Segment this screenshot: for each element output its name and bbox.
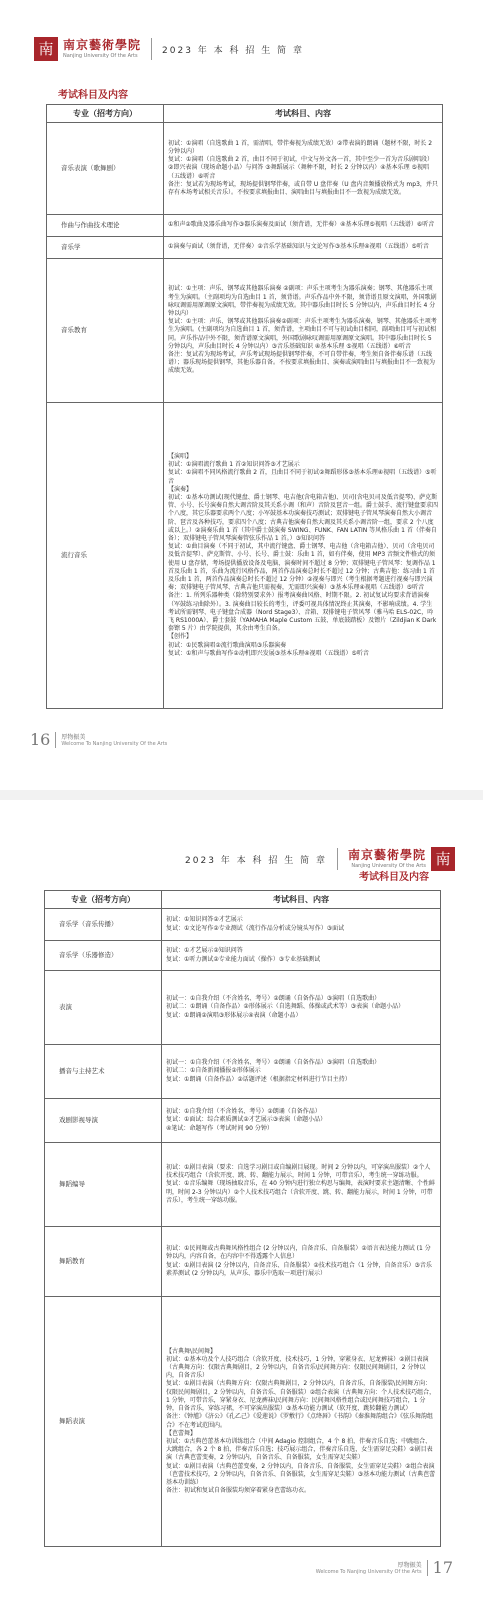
page-header (34, 34, 304, 64)
content-cell: 初试：①自我介绍（不含姓名、考号）②朗诵（自备作品） 复试：①面试：综合素质测试②才艺展示③表演（命题小品） ④笔试：命题写作（考试时间 90 分钟） (162, 1099, 441, 1143)
table-header-row (47, 105, 443, 123)
content-cell: 初试：①才艺展示②知识问答 复试：①听力测试②专业能力面试（操作）③专业基础测试 (162, 941, 441, 971)
table-row (45, 1227, 441, 1297)
major-cell: 舞蹈教育 (45, 1227, 162, 1297)
table-row (45, 1099, 441, 1143)
content-cell: 【演唱】 初试：①演唱流行歌曲 1 首②知识问答③才艺展示 复试：①演唱不同风格流行歌曲 2 首，且曲目不同于初试②舞蹈形体③基本乐理④视唱（五线谱）⑤听音 【演奏】 初试：①基本功测试(现代键盘、爵士钢琴、电吉他(含电箱吉他)、贝司(含电贝司及低音提琴)、萨克斯管、小号、长号演奏自然大调音阶及其关系小调（和声）音阶及琶音一组。爵士鼓手、流行键盘要求四个八度，其它乐器要求两个八度；小军鼓基本功演奏技巧测试；双排键电子管风琴演奏自然大小调音阶、琶音及各种技巧，要求四个八度；古典吉他演奏自然大调及其关系小调音阶一组，要求 2 个八度或以上。）②演奏乐曲 1 首（其中爵士鼓演奏 SWING、FUNK、FAN LATIN 等风格乐曲 1 首（伴奏自备）；双排键电子管风琴演奏管弦乐作品 1 首。）③知识问答 复试：①曲目演奏（不同于初试，其中流行键盘、爵士钢琴、电吉他（含电箱吉他）、贝司（含电贝司及低音提琴）、萨克斯管、小号、长号、爵士鼓：乐曲 1 首，如有伴奏，使用 MP3 音频文件格式的须使用 U 盘存储，考场提供播放设备及电脑，演奏时间不超过 8 分钟；双排键电子管风琴：复调作品 1 首及乐曲 1 首，乐曲为流行风格作品，两首作品演奏总时长不超过 12 分钟；古典吉他：练习曲 1 首及乐曲 1 首，两首作品演奏总时长不超过 12 分钟）②视奏与即兴（考生根据考题进行视奏与即兴演奏；双排键电子管风琴、古典吉他只需视奏，无需即兴演奏）③基本乐理④视唱（五线谱）⑤听音 备注：1. 所列乐器种类（除特别要求外）报考演奏曲风格、时期不限。2. 初试复试均要求背谱演奏（军鼓练习曲除外）。3. 演奏曲目较长的考生，评委可视具体情况终止其演奏，不影响成绩。4. 学生考试所需钢琴、电子键盘合成器（Nord Stage3）、音箱、双排键电子管风琴（雅马哈 ELS-02C，吟飞 RS1000A）、爵士套鼓（YAMAHA Maple Custom 五鼓、单底鼓踏板）及镲片（Zildjian K Dark 套镲 5 片）由学院提供，其余由考生自备。 【创作】 初试：①民歌演唱②流行歌曲演唱③乐器演奏 复试：①和声与歌曲写作②动机即兴发展③基本乐理④视唱（五线谱）⑤听音 (164, 403, 443, 709)
section-title: 考试科目及内容 (359, 872, 429, 883)
footer-divider (55, 732, 56, 748)
major-cell: 音乐教育 (47, 259, 164, 403)
major-cell: 戏剧影视导演 (45, 1099, 162, 1143)
major-cell: 音乐表演（歌舞剧） (47, 123, 164, 215)
major-cell: 舞蹈编导 (45, 1143, 162, 1227)
page-footer (316, 1558, 453, 1577)
school-name-cn: 南京藝術學院 (63, 38, 142, 52)
brochure-title: 2023 年 本 科 招 生 简 章 (162, 45, 304, 56)
table-row (47, 403, 443, 709)
header-major: 专业（招考方向） (45, 891, 162, 909)
table-row (45, 971, 441, 1045)
header-content: 考试科目、内容 (164, 105, 443, 123)
page-number: 17 (432, 1558, 453, 1577)
school-seal-logo: 南 (431, 847, 455, 871)
school-name-en: Nanjing University Of the Arts (63, 53, 138, 59)
content-cell: 初试：①民间舞或古典舞风格性组合 (2 分钟以内，自备音乐、自备服装）②语言表达能力测试 (1 分钟以内，内容自备，在内容中不得透露个人信息） 复试：①剧目表演 (2 分钟以内，自备音乐、自备服装）②技术技巧组合（1 分钟，自备音乐）③音乐素养测试 (2 分钟以内，从声乐、器乐中选取一项进行展示） (162, 1227, 441, 1297)
footer-text (61, 732, 167, 747)
major-cell: 流行音乐 (47, 403, 164, 709)
table-row (45, 941, 441, 971)
table-row (47, 123, 443, 215)
school-name-cn: 南京藝術學院 (347, 848, 426, 862)
page-number: 16 (30, 730, 51, 749)
header-major: 专业（招考方向） (47, 105, 164, 123)
header-content: 考试科目、内容 (162, 891, 441, 909)
table-header-row (45, 891, 441, 909)
table-row (45, 1143, 441, 1227)
school-name (348, 848, 426, 870)
content-cell: 初试：①剧目表演（要求：自选学习剧目或自编剧目展现。时间 2 分钟以内，可穿演出服装）②个人技术技巧组合（含软开度、跳、转、翻能力展示，时间 1 分钟，可带音乐），考生统一穿练功服。 复试：①音乐编舞（现场抽取音乐，在 40 分钟内进行独立构思与编舞，表演时要求主题清晰、个性鲜明，时间 2-3 分钟以内）②个人技术技巧组合（含软开度、跳、转、翻能力展示，时间 1 分钟，可带音乐），考生统一穿练功服。 (162, 1143, 441, 1227)
page-gap (0, 790, 483, 800)
footer-divider (427, 1560, 428, 1576)
exam-table (44, 890, 441, 1547)
table-row (45, 1045, 441, 1099)
major-cell: 音乐学 (47, 237, 164, 259)
content-cell: 初试：①演唱（自选歌曲 1 首，需清唱，带伴奏视为成绩无效）②带表演的朗诵（题材不限，时长 2 分钟以内） 复试：①演唱（自选歌曲 2 首，曲目不同于初试，中文与外文各一首，其中至少一首为音乐剧唱段）②即兴表演（现场命题小品）与问答 ③舞蹈展示（舞种不限，时长 2 分钟以内）④基本乐理 ⑤视唱（五线谱）⑥听音 备注：复试若为现场考试，现场提供钢琴伴奏，或自带 U 盘伴奏（U 盘内音频播放格式为 mp3，并只存有本场考试相关音乐）。不按要求填报曲目、演唱曲目与填报曲目不一致视为成绩无效。 (164, 123, 443, 215)
table-row (47, 215, 443, 237)
footer-motto: 厚物振美 (61, 734, 86, 741)
major-cell: 舞蹈表演 (45, 1297, 162, 1547)
school-name (63, 38, 141, 60)
exam-table (46, 104, 443, 709)
page-footer (30, 730, 167, 749)
major-cell: 播音与主持艺术 (45, 1045, 162, 1099)
school-seal-logo: 南 (34, 37, 58, 61)
header-divider (337, 848, 338, 870)
brochure-page-17 (0, 800, 483, 1600)
footer-welcome: Welcome To Nanjing University Of the Arts (61, 741, 168, 747)
footer-welcome: Welcome To Nanjing University Of the Arts (315, 1569, 422, 1575)
footer-text (316, 1560, 422, 1575)
major-cell: 表演 (45, 971, 162, 1045)
major-cell: 音乐学（乐器修造） (45, 941, 162, 971)
content-cell: 【古典舞\民间舞】 初试：①基本功及个人技巧组合（含软开度、技术技巧，1 分钟，穿紧身衣、尼龙裤袜）②剧目表演（古典舞方向：仅限古典舞剧目，2 分钟以内，自备音乐\民间舞方向：仅限民间舞剧目，2 分钟以内，自备音乐） 复试：①剧目表演（古典舞方向：仅限古典舞剧目，2 分钟以内，自备音乐，自备服装\民间舞方向：仅限民间舞剧目，2 分钟以内，自备音乐、自备服装）②组合表演（古典舞方向：个人技术技巧组合，1 分钟，可带音乐，穿紧身衣、尼龙裤袜\民间舞方向：民间舞风格性组合或民间舞技巧组合，1 分钟，自备音乐，穿练习裙，不可穿演出服装）③基本功能力测试（软开度、跳转翻能力测试） 备注：《钟馗》《济公》《孔乙己》《爱莲说》《罗敷行》《点绛唇》《书韵》《秦淮舞韵组合》《弦乐舞韵组合》不在考试范围内。 【芭蕾舞】 初试：①古典芭蕾基本功训练组合（中间 Adagio 控制组合，4 个 8 拍，伴奏音乐自选；中跳组合、大跳组合，各 2 个 8 拍，伴奏音乐自选；技巧展示组合，伴奏音乐自选，女生需穿足尖鞋）②剧目表演（古典芭蕾变奏，2 分钟以内，自备音乐、自备服装，女生需穿足尖鞋） 复试：①剧目表演（古典芭蕾变奏，2 分钟以内，自备音乐、自备服装，女生需穿足尖鞋）②组合表演（芭蕾技术技巧，2 分钟以内，自备音乐、自备服装，女生需穿足尖鞋）③基本功能力测试（古典芭蕾基本功训练） 备注：初试和复试自备服装均须穿着紧身芭蕾练功衣。 (162, 1297, 441, 1547)
table-row (45, 1297, 441, 1547)
major-cell: 音乐学（音乐传播） (45, 909, 162, 941)
header-divider (151, 38, 152, 60)
content-cell: ①演奏与面试（须背谱，无伴奏）②音乐学基础知识与文论写作③基本乐理④视唱（五线谱）⑤听音 (164, 237, 443, 259)
major-cell: 作曲与作曲技术理论 (47, 215, 164, 237)
content-cell: 初试一：①自我介绍（不含姓名、考号）②朗诵（自备作品）③演唱（自选歌曲） 初试二：①朗诵（自备作品）②形体展示（自选舞蹈、体操或武术等）③表演（命题小品） 复试：①朗诵②演唱③形体展示④表演（命题小品） (162, 971, 441, 1045)
table-row (47, 237, 443, 259)
brochure-title: 2023 年 本 科 招 生 简 章 (185, 855, 327, 866)
content-cell: 初试：①主项：声乐、钢琴或其他器乐演奏 ②副项：声乐主项考生为器乐演奏；钢琴、其他器乐主项考生为演唱。（主副项均为自选曲目 1 首，须背谱。声乐作品中外不限，须背谱且原文演唱，外国歌剧咏叹调需用原调原文演唱，带伴奏视为成绩无效。其中器乐曲目时长 5 分钟以内，声乐曲目时长 4 分钟以内） 复试：①主项：声乐、钢琴或其他器乐演奏②副项：声乐主项考生为器乐演奏，钢琴、其他器乐主项考生为演唱。(主副项均为自选曲目 1 首，须背谱，主项曲目不可与初试曲目相同，副项曲目可与初试相同。声乐作品中外不限，须背谱原文演唱，外国歌剧咏叹调需用原调原文演唱。其中器乐曲目时长 5 分钟以内，声乐曲目时长 4 分钟以内）③音乐基础知识 ④基本乐理 ⑤视唱（五线谱）⑥听音 备注：复试若为现场考试，声乐考试现场提供钢琴伴奏，不可自带伴奏，考生须自备伴奏乐谱（五线谱）；器乐现场提供钢琴，其他乐器自备。不按要求填报曲目、演奏或演唱曲目与填报曲目不一致视为成绩无效。 (164, 259, 443, 403)
section-title: 考试科目及内容 (58, 90, 128, 101)
content-cell: ①和声②歌曲及器乐曲写作③器乐演奏及面试（须背谱，无伴奏）④基本乐理⑤视唱（五线谱）⑥听音 (164, 215, 443, 237)
content-cell: 初试：①知识问答②才艺展示 复试：①文论写作②专业测试（流行作品分析或分镜头写作）③面试 (162, 909, 441, 941)
footer-motto: 厚物振美 (397, 1562, 422, 1569)
table-row (45, 909, 441, 941)
brochure-page-16 (0, 0, 483, 790)
content-cell: 初试一：①自我介绍（不含姓名、考号）②朗诵（自备作品）③演唱（自选歌曲） 初试二：①自备新闻播报②形体展示 复试：①朗诵（自备作品）②话题评述（根据指定材料进行节目主持） (162, 1045, 441, 1099)
school-name-en: Nanjing University Of the Arts (351, 863, 426, 869)
table-row (47, 259, 443, 403)
